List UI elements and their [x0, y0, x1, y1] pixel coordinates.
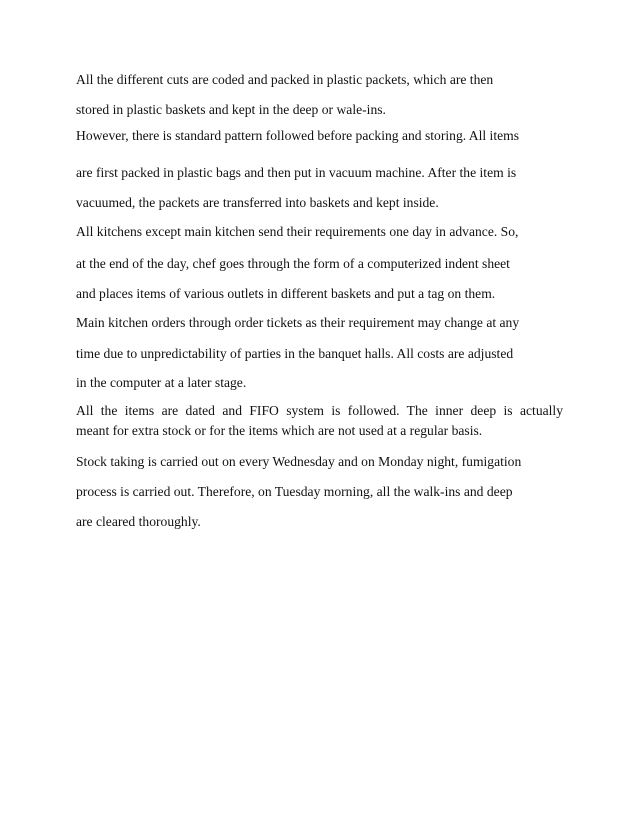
- text-line: vacuumed, the packets are transferred into baskets and kept inside.: [76, 195, 439, 210]
- text-line: meant for extra stock or for the items which are not used at a regular basis.: [76, 423, 483, 438]
- text-line: All kitchens except main kitchen send their requirements one day in advance. So,: [76, 224, 519, 239]
- text-line: in the computer at a later stage.: [76, 375, 247, 390]
- text-line: process is carried out. Therefore, on Tuesday morning, all the walk-ins and deep: [76, 484, 513, 499]
- text-line: stored in plastic baskets and kept in the deep or wale-ins.: [76, 102, 386, 117]
- text-line: All the different cuts are coded and packed in plastic packets, which are then: [76, 72, 494, 87]
- text-line: are cleared thoroughly.: [76, 514, 201, 529]
- text-line: are first packed in plastic bags and then put in vacuum machine. After the item is: [76, 165, 517, 180]
- text-line: However, there is standard pattern followed before packing and storing. All items: [76, 128, 520, 143]
- text-line: All the items are dated and FIFO system is followed. The inner deep is actually: [76, 403, 563, 418]
- text-line: Main kitchen orders through order tickets as their requirement may change at any: [76, 315, 520, 330]
- text-line: Stock taking is carried out on every Wednesday and on Monday night, fumigation: [76, 454, 522, 469]
- text-line: time due to unpredictability of parties in the banquet halls. All costs are adjusted: [76, 346, 514, 361]
- text-line: at the end of the day, chef goes through the form of a computerized indent sheet: [76, 256, 510, 271]
- text-line: and places items of various outlets in different baskets and put a tag on them.: [76, 286, 496, 301]
